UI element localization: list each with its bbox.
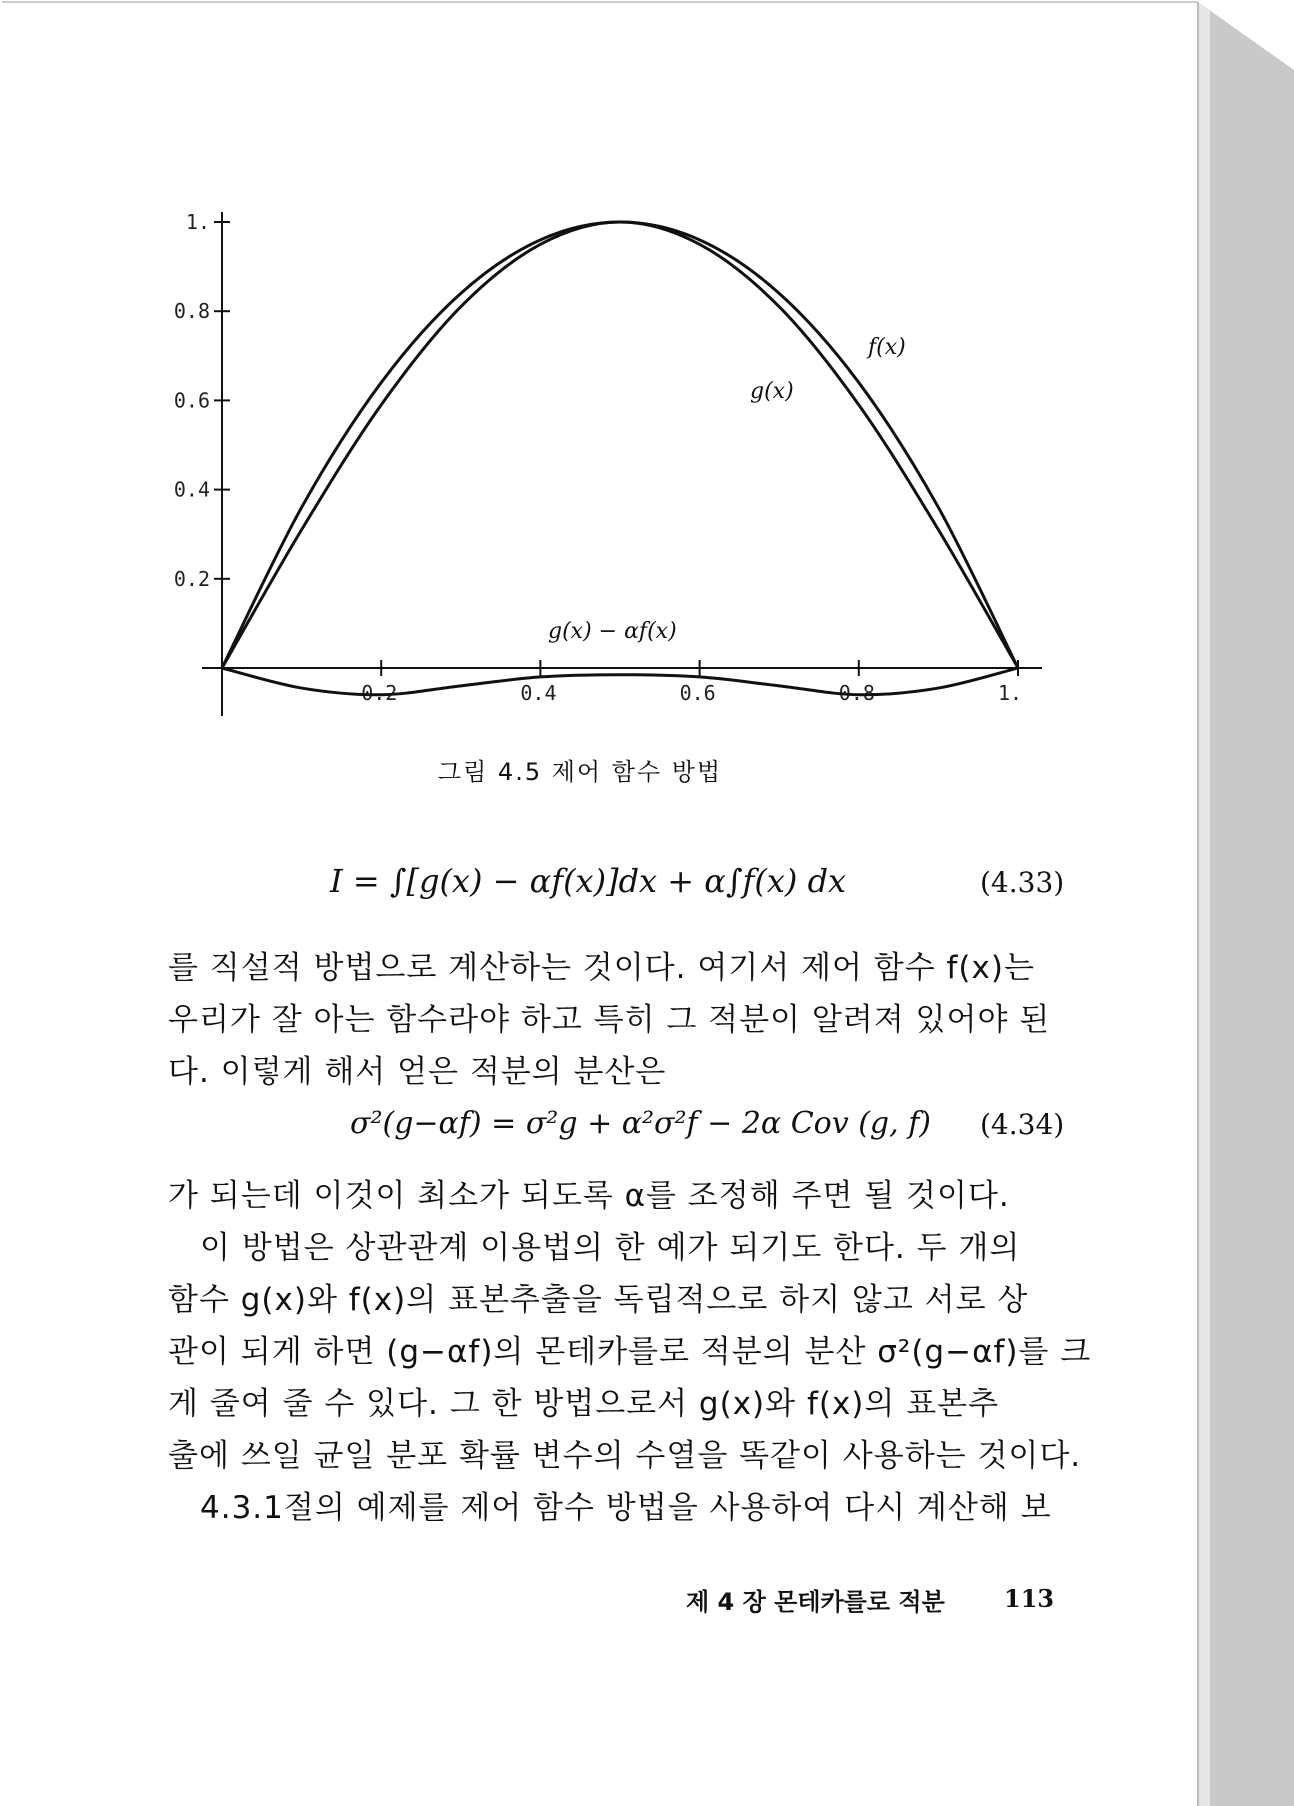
x-tick-label: 1. xyxy=(998,681,1023,705)
y-tick-label: 0.2 xyxy=(173,566,210,591)
label-diff: g(x) − αf(x) xyxy=(548,619,677,644)
y-tick-label: 0.4 xyxy=(173,477,210,502)
equation-4-33: I = ∫[g(x) − αf(x)]dx + α∫f(x) dx xyxy=(330,862,847,900)
equation-number-4-34: (4.34) xyxy=(980,1108,1065,1141)
x-tick-label: 0.2 xyxy=(361,681,398,705)
running-footer-chapter: 제 4 장 몬테카를로 적분 xyxy=(686,1588,945,1616)
page-number: 113 xyxy=(1004,1584,1055,1613)
text-line: 를 직설적 방법으로 계산하는 것이다. 여기서 제어 함수 f(x)는 xyxy=(168,950,1035,986)
series-line-g xyxy=(222,222,1018,668)
text-line: 이 방법은 상관관계 이용법의 한 예가 되기도 한다. 두 개의 xyxy=(200,1230,1021,1266)
x-tick-label: 0.4 xyxy=(520,681,557,705)
equation-number-4-33: (4.33) xyxy=(980,866,1065,899)
y-tick-label: 0.6 xyxy=(173,388,210,413)
y-tick-label: 0.8 xyxy=(173,299,210,324)
text-line: 우리가 잘 아는 함수라야 하고 특히 그 적분이 알려져 있어야 된 xyxy=(168,1002,1051,1038)
series-line-diff xyxy=(222,668,1018,695)
text-line: 다. 이렇게 해서 얻은 적분의 분산은 xyxy=(168,1054,667,1090)
x-tick-label: 0.8 xyxy=(838,681,875,705)
y-tick-label: 1. xyxy=(185,210,210,234)
series-line-f xyxy=(222,222,1018,668)
text-line: 출에 쓰일 균일 분포 확률 변수의 수열을 똑같이 사용하는 것이다. xyxy=(168,1438,1082,1474)
text-line: 4.3.1절의 예제를 제어 함수 방법을 사용하여 다시 계산해 보 xyxy=(200,1490,1052,1526)
text-line: 가 되는데 이것이 최소가 되도록 α를 조정해 주면 될 것이다. xyxy=(168,1178,1010,1214)
figure-chart xyxy=(0,0,1294,760)
figure-caption: 그림 4.5 제어 함수 방법 xyxy=(437,758,723,786)
text-line: 관이 되게 하면 (g−αf)의 몬테카를로 적분의 분산 σ²(g−αf)를 크 xyxy=(168,1334,1092,1370)
x-tick-label: 0.6 xyxy=(679,681,716,705)
equation-4-34: σ²(g−αf) = σ²g + α²σ²f − 2α Cov (g, f) xyxy=(350,1106,932,1141)
text-line: 게 줄여 줄 수 있다. 그 한 방법으로서 g(x)와 f(x)의 표본추 xyxy=(168,1386,1000,1422)
text-line: 함수 g(x)와 f(x)의 표본추출을 독립적으로 하지 않고 서로 상 xyxy=(168,1282,1029,1318)
label-f: f(x) xyxy=(868,335,906,360)
label-g: g(x) xyxy=(750,379,794,404)
